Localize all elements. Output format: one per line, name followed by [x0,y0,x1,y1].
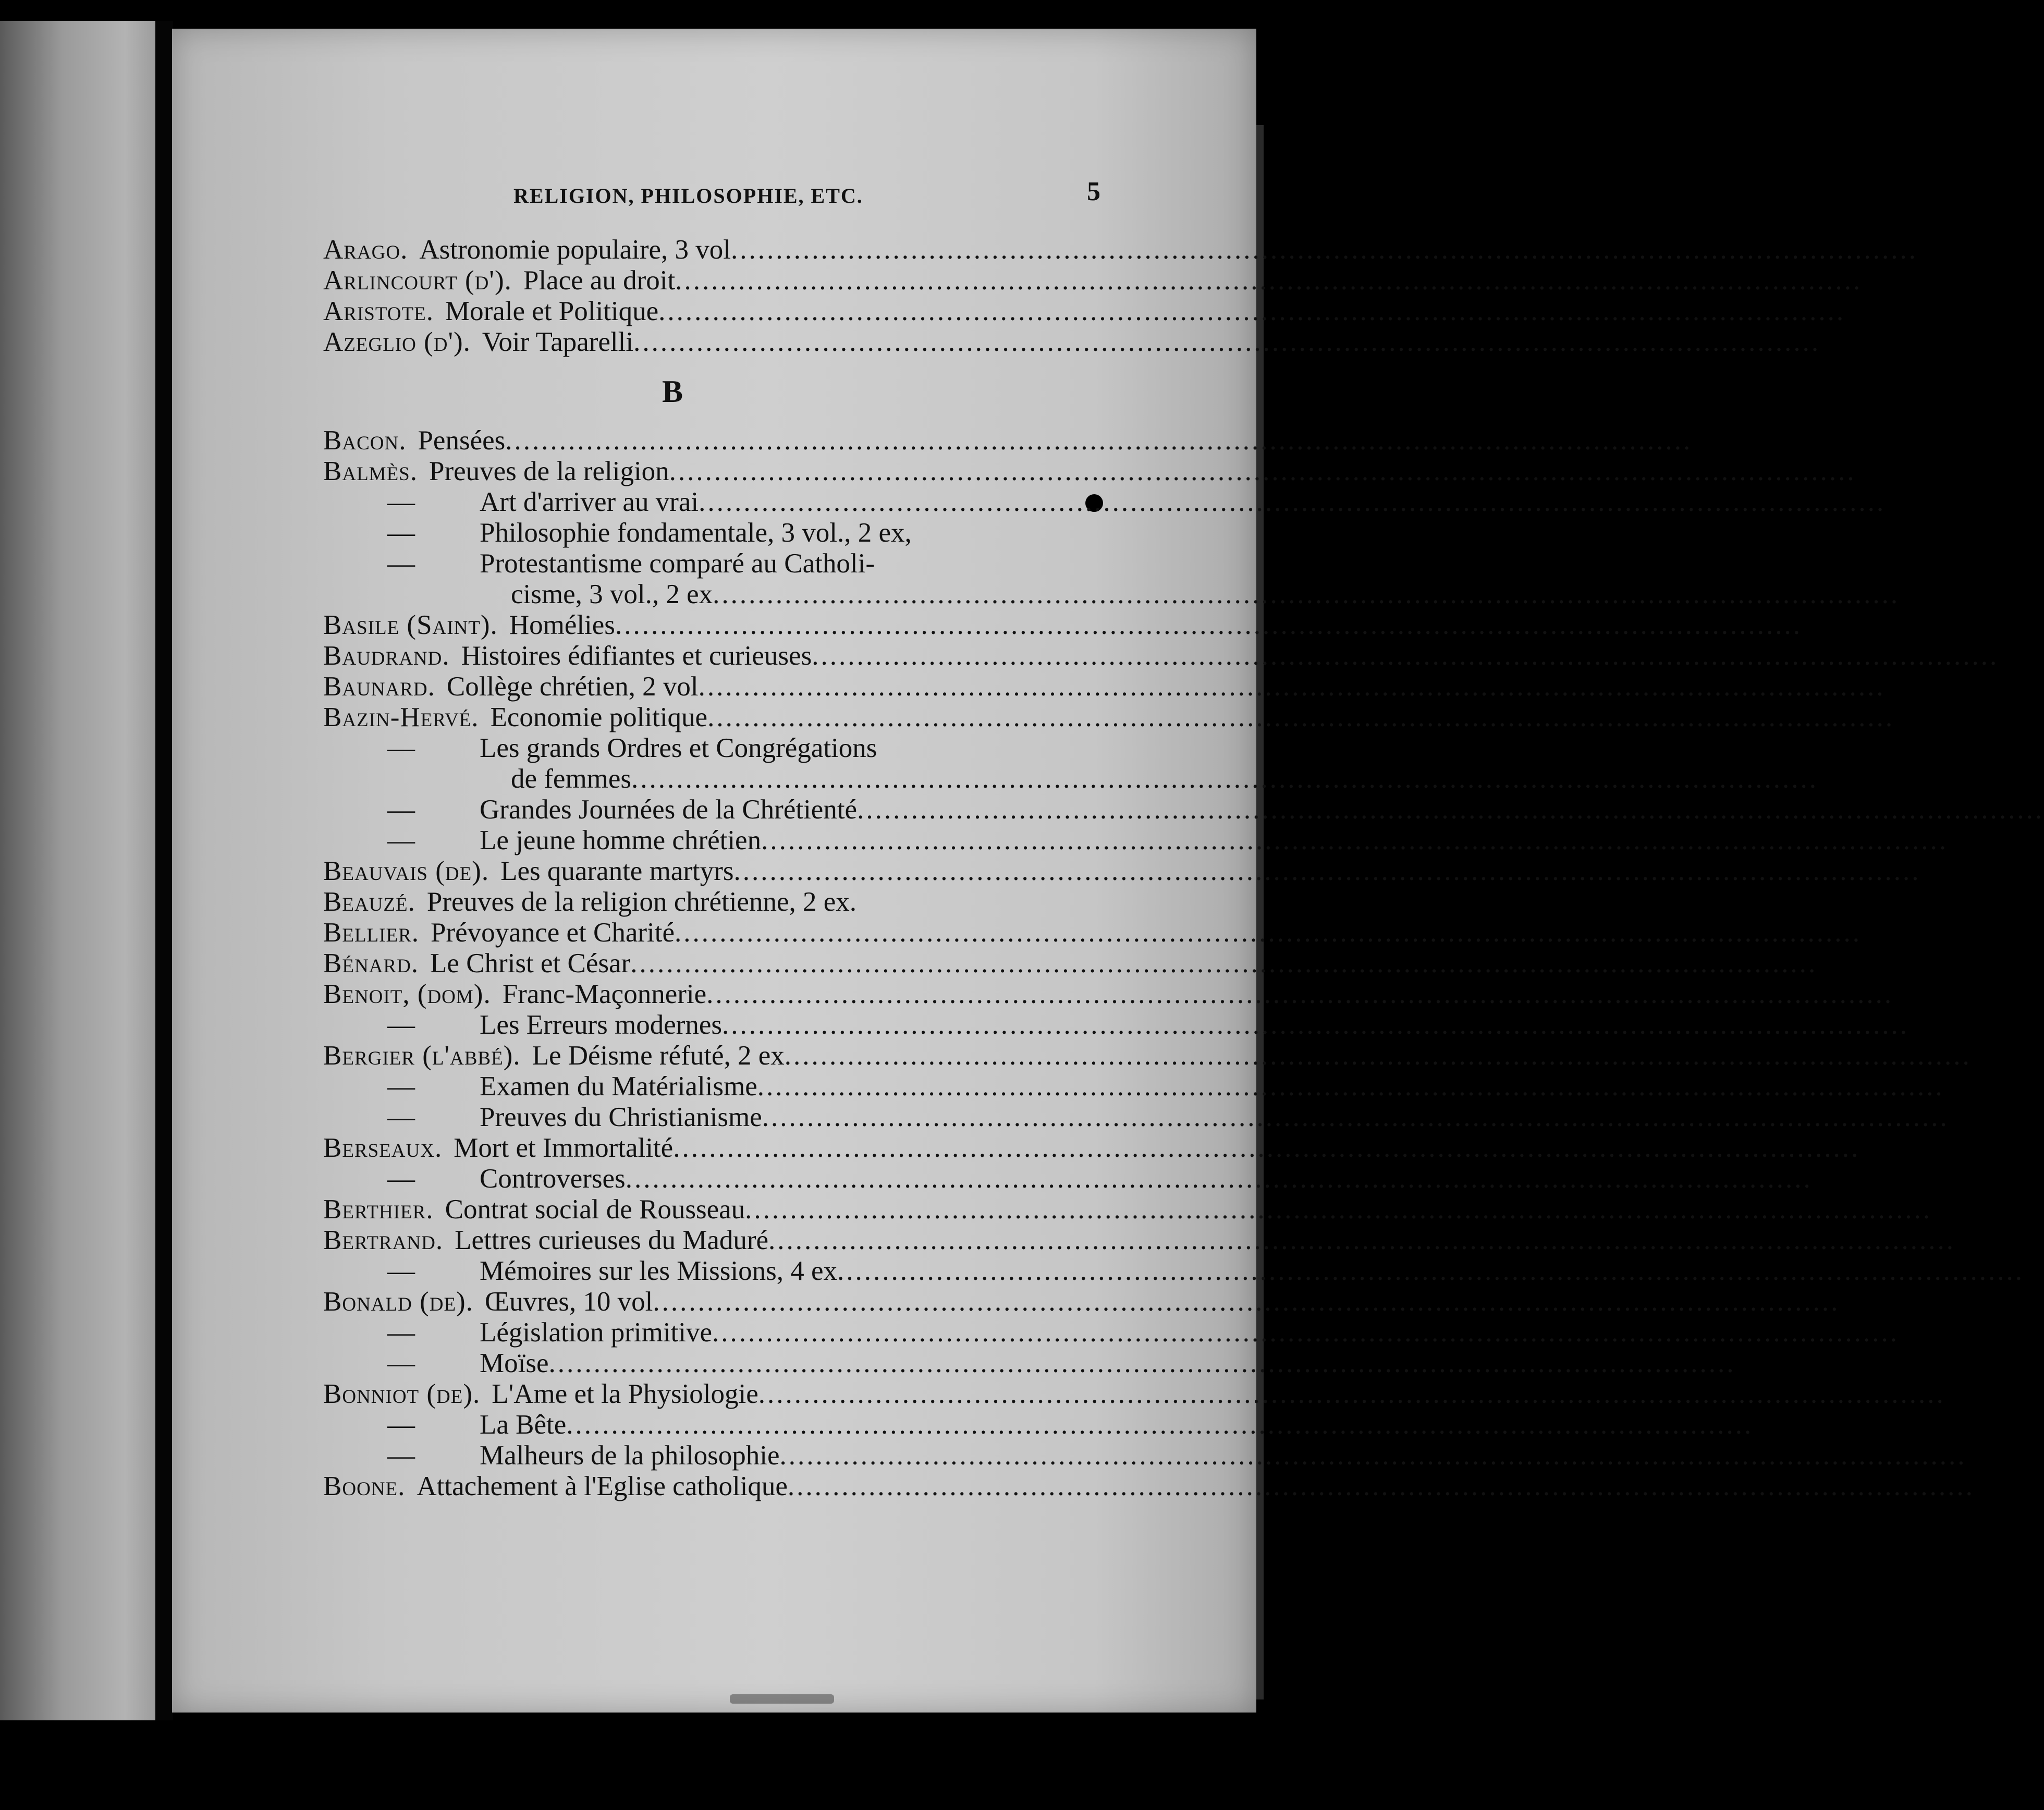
entry-author: Basile (Saint). [323,610,498,640]
ditto-dash: — [387,1410,415,1440]
dot-leader [673,1133,985,1164]
dot-leader [699,487,985,518]
catalog-entry [323,518,985,548]
dot-leader [745,1194,985,1225]
dot-leader [658,296,985,327]
catalog-entry [323,1041,985,1071]
dot-leader [712,1317,985,1348]
entry-title: Homélies [509,610,615,640]
entry-title: Les grands Ordres et Congrégations [480,733,877,763]
entry-title: Mort et Immortalité [454,1133,674,1163]
catalog-entry [323,1010,985,1041]
page-number: 5 [1087,177,1100,206]
dot-leader [615,610,985,641]
dot-leader [722,1010,985,1041]
entry-title: L'Ame et la Physiologie [492,1379,758,1409]
ditto-dash: — [387,1317,415,1348]
entry-title: Malheurs de la philosophie [480,1440,780,1471]
entry-title: Le Déisme réfuté, 2 ex [532,1041,785,1071]
catalog-entry [323,918,985,948]
catalog-entry [323,1102,985,1133]
catalog-entry [323,641,985,671]
ditto-dash: — [387,1164,415,1194]
dot-leader [675,265,985,296]
ditto-dash: — [387,733,415,763]
dot-leader [549,1348,986,1379]
entry-title: Attachement à l'Eglise catholique [417,1471,788,1501]
catalog-entry [323,487,985,518]
entry-author: Berthier. [323,1194,434,1225]
bottom-stain [730,1694,834,1704]
entry-author: Balmès. [323,456,418,486]
dot-leader [566,1410,985,1440]
catalog-entry [323,1348,985,1379]
catalog-entry [323,296,985,327]
catalog-entry [323,825,985,856]
dot-leader [669,456,985,487]
catalog-entry [323,1194,985,1225]
running-head: RELIGION, PHILOSOPHIE, ETC. [513,184,863,207]
entry-title: Histoires édifiantes et curieuses [461,641,812,671]
entry-title: Législation primitive [480,1317,712,1348]
entry-author: Beauzé. [323,887,415,917]
entry-author: Arlincourt (d'). [323,265,512,296]
entry-author: Bellier. [323,918,420,948]
entry-author: Bacon. [323,425,407,456]
entry-author: Benoit, (dom). [323,979,491,1009]
catalog-entry [323,979,985,1010]
catalog-entry [323,702,985,733]
entry-author: Boone. [323,1471,406,1501]
dot-leader [713,579,985,610]
dot-leader [857,794,985,825]
dot-leader [630,948,985,979]
entry-title: Les Erreurs modernes [480,1010,723,1040]
entry-title: Morale et Politique [445,296,659,326]
catalog-entry [323,764,985,794]
catalog-entry [323,1071,985,1102]
dot-leader [757,1071,985,1102]
entry-title: Pensées [418,425,506,456]
entry-title: Œuvres, 10 vol [484,1287,653,1317]
dot-leader [768,1225,985,1256]
ditto-dash: — [387,794,415,825]
ditto-dash: — [387,1440,415,1471]
dot-leader [762,1102,985,1133]
catalog-entry [323,733,985,764]
ditto-dash: — [387,548,415,579]
entry-title: Preuves de la religion chrétienne, 2 ex. [426,887,856,917]
dot-leader [675,918,985,948]
dot-leader [731,235,985,265]
entry-title: Art d'arriver au vrai [480,487,699,517]
catalog-entry [323,1471,985,1502]
entry-author: Bertrand. [323,1225,444,1255]
catalog-entry [323,1287,985,1317]
ditto-dash: — [387,1256,415,1286]
entry-title: Philosophie fondamentale, 3 vol., 2 ex, [480,518,912,548]
section-letter-b: B [662,374,683,409]
catalog-entry [323,265,985,296]
entry-author: Azeglio (d'). [323,327,471,357]
entry-title: Prévoyance et Charité [431,918,675,948]
entry-title: Voir Taparelli [482,327,634,357]
entry-title: La Bête [480,1410,567,1440]
dot-leader [631,764,985,794]
entry-title: Contrat social de Rousseau [445,1194,745,1225]
catalog-entry [323,235,985,265]
entry-author: Baudrand. [323,641,450,671]
catalog-entry [323,887,985,918]
entry-author: Baunard. [323,671,435,702]
entry-title: Mémoires sur les Missions, 4 ex [480,1256,838,1286]
catalog-entry [323,948,985,979]
entry-title: Les quarante martyrs [500,856,734,886]
catalog-entry [323,856,985,887]
dot-leader [707,702,985,733]
dot-leader [780,1440,985,1471]
dot-leader [788,1471,985,1502]
ditto-dash: — [387,487,415,517]
catalog-entry [323,425,985,456]
catalog-entry [323,548,985,579]
catalog-entry [323,794,985,825]
catalog-entry [323,1164,985,1194]
entry-title: Moïse [480,1348,549,1378]
catalog-entry [323,1256,985,1287]
entry-author: Bonald (de). [323,1287,473,1317]
dot-leader [706,979,985,1010]
dot-leader [758,1379,985,1410]
entry-title: Le Christ et César [430,948,631,979]
entry-title: Protestantisme comparé au Catholi- [480,548,875,579]
catalog-entry [323,456,985,487]
dot-leader [626,1164,985,1194]
entry-author: Bénard. [323,948,419,979]
entry-title: Lettres curieuses du Maduré [455,1225,769,1255]
entry-title: Economie politique [490,702,708,732]
entry-title: Preuves de la religion [429,456,669,486]
catalog-entry [323,579,985,610]
ditto-dash: — [387,1010,415,1040]
entry-title: Le jeune homme chrétien [480,825,762,855]
catalog-entry [323,1225,985,1256]
ditto-dash: — [387,1102,415,1132]
entry-author: Beauvais (de). [323,856,489,886]
entry-title: Astronomie populaire, 3 vol [419,235,731,265]
entry-title-continuation: cisme, 3 vol., 2 ex [511,579,713,609]
entry-author: Arago. [323,235,408,265]
dot-leader [733,856,985,887]
dot-leader [653,1287,985,1317]
entry-title: Controverses [480,1164,626,1194]
entry-title: Collège chrétien, 2 vol [446,671,699,702]
dot-leader [633,327,985,358]
ditto-dash: — [387,1348,415,1378]
entry-title: Place au droit [523,265,676,296]
entry-author: Aristote. [323,296,434,326]
dot-leader [699,671,985,702]
catalog-entry [323,327,985,358]
entry-author: Berseaux. [323,1133,443,1163]
ditto-dash: — [387,825,415,855]
catalog-entry [323,1317,985,1348]
catalog-entry [323,1133,985,1164]
dot-leader [505,425,985,456]
book-gutter [155,21,173,1720]
entry-title: Grandes Journées de la Chrétienté [480,794,858,825]
entry-title-continuation: de femmes [511,764,632,794]
entry-title: Preuves du Christianisme [480,1102,762,1132]
ditto-dash: — [387,1071,415,1102]
catalog-entry [323,610,985,641]
entry-author: Bazin-Hervé. [323,702,479,732]
dot-leader [812,641,985,671]
entry-author: Bergier (l'abbé). [323,1041,521,1071]
entry-title: Examen du Matérialisme [480,1071,757,1102]
previous-leaf-edge [0,21,156,1720]
entries-section-b [323,425,985,1502]
entry-author: Bonniot (de). [323,1379,481,1409]
catalog-entry [323,1440,985,1471]
dot-leader [761,825,985,856]
dot-leader [837,1256,985,1287]
dot-leader [785,1041,985,1071]
catalog-entries [323,235,985,1502]
catalog-entry [323,671,985,702]
catalog-entry [323,1379,985,1410]
entries-section-a [323,235,985,358]
entry-title: Franc-Maçonnerie [502,979,707,1009]
ditto-dash: — [387,518,415,548]
catalog-entry [323,1410,985,1440]
